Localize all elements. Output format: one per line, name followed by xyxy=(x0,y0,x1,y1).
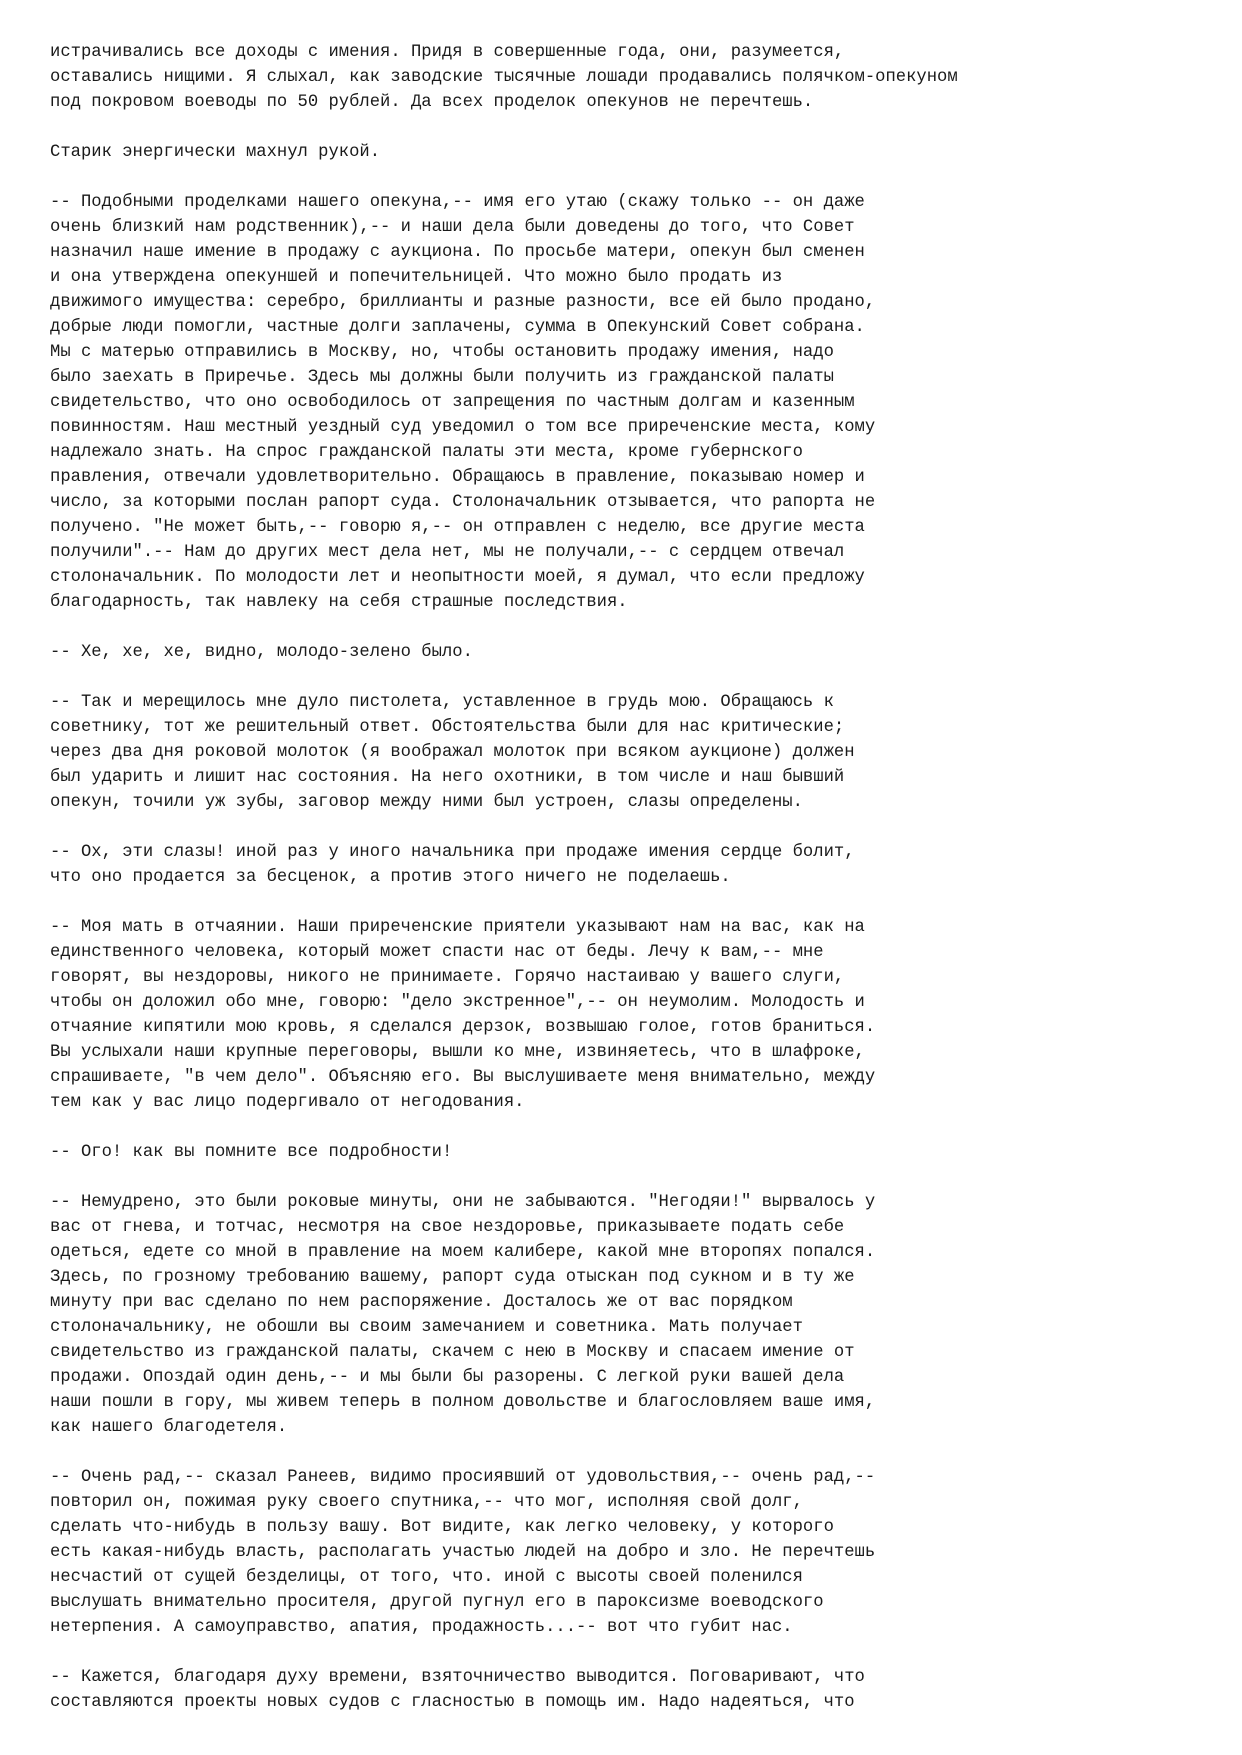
text-line: добрые люди помогли, частные долги заплачены, сумма в Опекунский Совет собрана. xyxy=(50,318,865,337)
text-line: повинностям. Наш местный уездный суд уведомил о том все приреченские места, кому xyxy=(50,418,876,437)
text-line: назначил наше имение в продажу с аукциона. По просьбе матери, опекун был сменен xyxy=(50,243,865,262)
text-line: отчаяние кипятили мою кровь, я сделался дерзок, возвышаю голое, готов браниться. xyxy=(50,1018,876,1037)
text-line: и она утверждена опекуншей и попечительницей. Что можно было продать из xyxy=(50,268,783,287)
text-paragraph xyxy=(50,190,1210,615)
text-paragraph xyxy=(50,40,1210,115)
text-line: число, за которыми послан рапорт суда. Столоначальник отзывается, что рапорта не xyxy=(50,493,876,512)
text-paragraph xyxy=(50,1665,1210,1715)
text-line: Старик энергически махнул рукой. xyxy=(50,143,381,162)
text-line: советнику, тот же решительный ответ. Обстоятельства были для нас критические; xyxy=(50,718,845,737)
text-paragraph xyxy=(50,1190,1210,1440)
text-line: сделать что-нибудь в пользу вашу. Вот видите, как легко человеку, у которого xyxy=(50,1518,834,1537)
text-line: -- Так и мерещилось мне дуло пистолета, уставленное в грудь мою. Обращаюсь к xyxy=(50,693,834,712)
text-line: благодарность, так навлеку на себя страшные последствия. xyxy=(50,593,628,612)
text-line: свидетельство из гражданской палаты, скачем с нею в Москву и спасаем имение от xyxy=(50,1343,855,1362)
text-line: -- Подобными проделками нашего опекуна,-- имя его утаю (скажу только -- он даже xyxy=(50,193,865,212)
text-paragraph xyxy=(50,690,1210,815)
text-line: чтобы он доложил обо мне, говорю: "дело экстренное",-- он неумолим. Молодость и xyxy=(50,993,865,1012)
text-line: оставались нищими. Я слыхал, как заводские тысячные лошади продавались полячком-опекуном xyxy=(50,68,958,87)
text-line: под покровом воеводы по 50 рублей. Да всех проделок опекунов не перечтешь. xyxy=(50,93,814,112)
text-line: нетерпения. А самоуправство, апатия, продажность...-- вот что губит нас. xyxy=(50,1618,793,1637)
text-line: -- Хе, хе, хе, видно, молодо-зелено было. xyxy=(50,643,473,662)
text-line: движимого имущества: серебро, бриллианты и разные разности, все ей было продано, xyxy=(50,293,876,312)
text-paragraph xyxy=(50,1465,1210,1640)
text-line: -- Ого! как вы помните все подробности! xyxy=(50,1143,453,1162)
text-line: тем как у вас лицо подергивало от негодования. xyxy=(50,1093,525,1112)
text-line: правления, отвечали удовлетворительно. Обращаюсь в правление, показываю номер и xyxy=(50,468,865,487)
text-line: столоначальник. По молодости лет и неопытности моей, я думал, что если предложу xyxy=(50,568,865,587)
text-line: истрачивались все доходы с имения. Придя в совершенные года, они, разумеется, xyxy=(50,43,845,62)
text-line: -- Моя мать в отчаянии. Наши приреченские приятели указывают нам на вас, как на xyxy=(50,918,865,937)
text-line: продажи. Опоздай один день,-- и мы были бы разорены. С легкой руки вашей дела xyxy=(50,1368,845,1387)
text-line: составляются проекты новых судов с гласностью в помощь им. Надо надеяться, что xyxy=(50,1693,855,1712)
text-line: несчастий от сущей безделицы, от того, что. иной с высоты своей поленился xyxy=(50,1568,803,1587)
text-paragraph xyxy=(50,640,1210,665)
text-line: говорят, вы нездоровы, никого не принимаете. Горячо настаиваю у вашего слуги, xyxy=(50,968,845,987)
text-line: -- Немудрено, это были роковые минуты, они не забываются. "Негодяи!" вырвалось у xyxy=(50,1193,876,1212)
text-paragraph xyxy=(50,140,1210,165)
text-line: Здесь, по грозному требованию вашему, рапорт суда отыскан под сукном и в ту же xyxy=(50,1268,855,1287)
text-line: что оно продается за бесценок, а против этого ничего не поделаешь. xyxy=(50,868,731,887)
text-line: свидетельство, что оно освободилось от запрещения по частным долгам и казенным xyxy=(50,393,855,412)
text-line: минуту при вас сделано по нем распоряжение. Досталось же от вас порядком xyxy=(50,1293,793,1312)
text-paragraph xyxy=(50,1140,1210,1165)
text-line: повторил он, пожимая руку своего спутника,-- что мог, исполняя свой долг, xyxy=(50,1493,803,1512)
text-line: -- Очень рад,-- сказал Ранеев, видимо просиявший от удовольствия,-- очень рад,-- xyxy=(50,1468,876,1487)
text-line: получили".-- Нам до других мест дела нет, мы не получали,-- с сердцем отвечал xyxy=(50,543,845,562)
text-line: единственного человека, который может спасти нас от беды. Лечу к вам,-- мне xyxy=(50,943,824,962)
text-line: -- Кажется, благодаря духу времени, взяточничество выводится. Поговаривают, что xyxy=(50,1668,865,1687)
text-line: столоначальнику, не обошли вы своим замечанием и советника. Мать получает xyxy=(50,1318,803,1337)
text-line: Вы услыхали наши крупные переговоры, вышли ко мне, извиняетесь, что в шлафроке, xyxy=(50,1043,865,1062)
text-line: -- Ох, эти слазы! иной раз у иного начальника при продаже имения сердце болит, xyxy=(50,843,855,862)
text-line: как нашего благодетеля. xyxy=(50,1418,288,1437)
text-line: вас от гнева, и тотчас, несмотря на свое нездоровье, приказываете подать себе xyxy=(50,1218,845,1237)
text-line: есть какая-нибудь власть, располагать участью людей на добро и зло. Не перечтешь xyxy=(50,1543,876,1562)
text-line: был ударить и лишит нас состояния. На него охотники, в том числе и наш бывший xyxy=(50,768,845,787)
text-line: надлежало знать. На спрос гражданской палаты эти места, кроме губернского xyxy=(50,443,803,462)
text-line: выслушать внимательно просителя, другой пугнул его в пароксизме воеводского xyxy=(50,1593,824,1612)
text-line: получено. "Не может быть,-- говорю я,-- он отправлен с неделю, все другие места xyxy=(50,518,865,537)
text-line: через два дня роковой молоток (я воображал молоток при всяком аукционе) должен xyxy=(50,743,855,762)
text-line: спрашиваете, "в чем дело". Объясняю его. Вы выслушиваете меня внимательно, между xyxy=(50,1068,876,1087)
text-line: было заехать в Приречье. Здесь мы должны были получить из гражданской палаты xyxy=(50,368,834,387)
text-paragraph xyxy=(50,915,1210,1115)
text-line: наши пошли в гору, мы живем теперь в полном довольстве и благословляем ваше имя, xyxy=(50,1393,876,1412)
text-line: Мы с матерью отправились в Москву, но, чтобы остановить продажу имения, надо xyxy=(50,343,834,362)
text-line: одеться, едете со мной в правление на моем калибере, какой мне второпях попался. xyxy=(50,1243,876,1262)
text-line: очень близкий нам родственник),-- и наши дела были доведены до того, что Совет xyxy=(50,218,855,237)
text-paragraph xyxy=(50,840,1210,890)
text-line: опекун, точили уж зубы, заговор между ними был устроен, слазы определены. xyxy=(50,793,803,812)
document-page xyxy=(50,40,1210,1715)
